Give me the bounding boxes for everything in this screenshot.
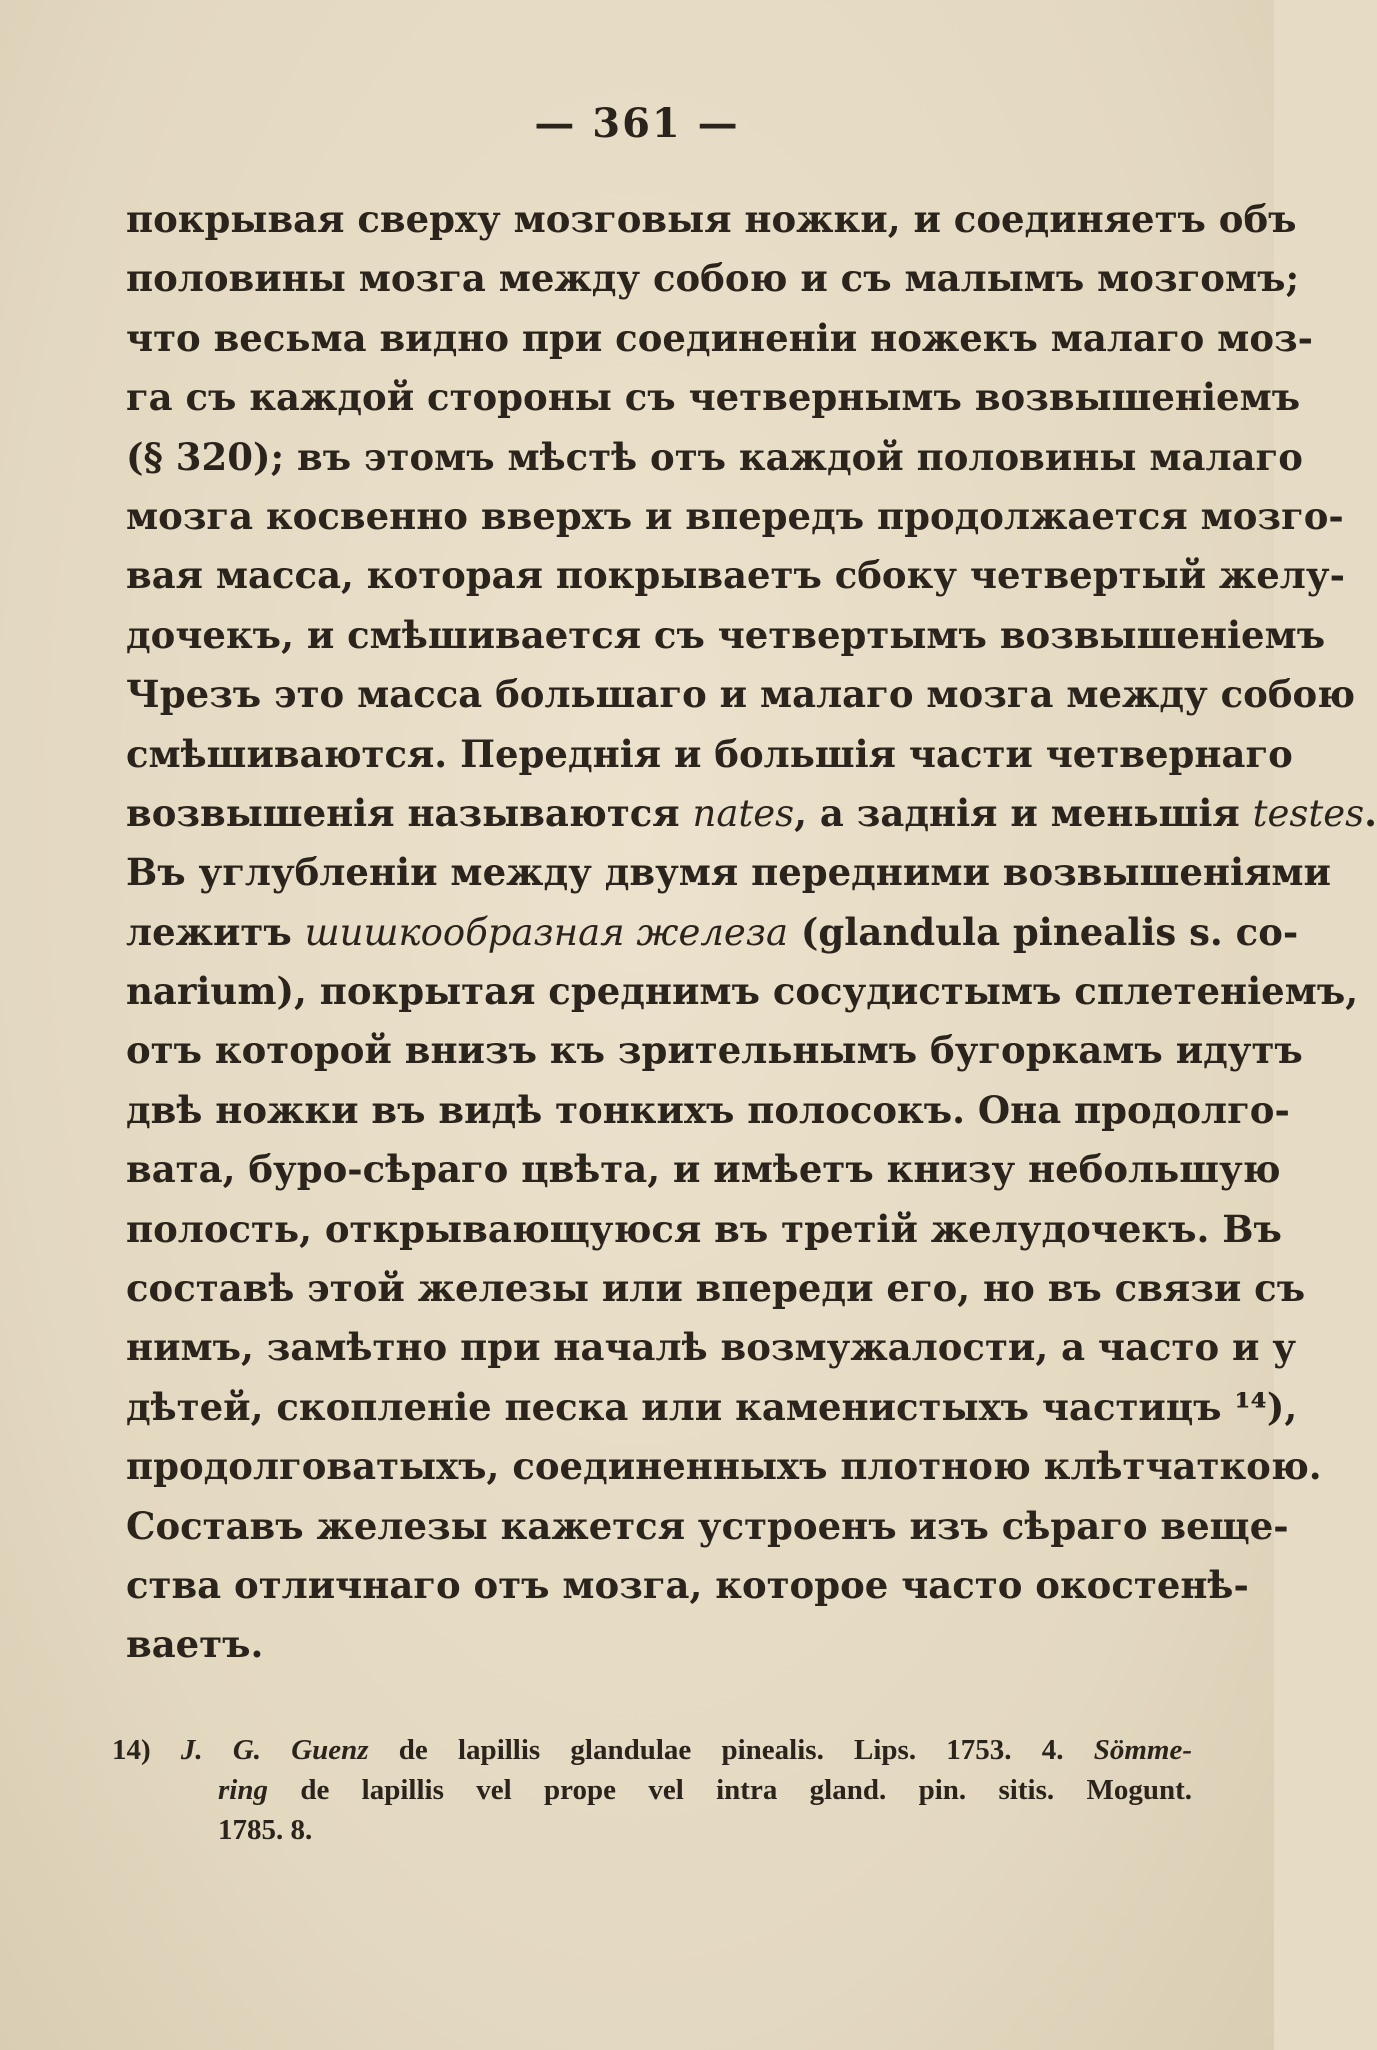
body-text: вая масса, которая покрываетъ сбоку четвертый желу- — [126, 553, 1345, 598]
body-text: га съ каждой стороны съ четвернымъ возвышеніемъ — [126, 375, 1301, 420]
body-line — [126, 1021, 1303, 1080]
footnote-text: 1785. 8. — [218, 1814, 313, 1846]
body-text: Въ углубленіи между двумя передними возвышеніями — [126, 850, 1331, 895]
footnote-text: de lapillis vel prope vel intra gland. pin. sitis. Mogunt. — [267, 1774, 1192, 1806]
footnote-line — [112, 1730, 1192, 1770]
body-text: дѣтей, скопленіе песка или каменистыхъ частицъ ¹⁴), — [126, 1384, 1298, 1429]
footnotes — [112, 1730, 1192, 1850]
footnote-italic-text: ring — [218, 1774, 268, 1806]
body-text: Составъ железы кажется устроенъ изъ сѣраго веще- — [126, 1503, 1289, 1548]
body-text: полость, открывающуюся въ третій желудочекъ. Въ — [126, 1206, 1282, 1251]
footnote-italic-text: Sömme- — [1093, 1734, 1192, 1766]
body-text: ства отличнаго отъ мозга, которое часто окостенѣ- — [126, 1562, 1249, 1607]
body-text: ваетъ. — [126, 1622, 264, 1667]
body-line — [126, 843, 1331, 902]
body-line — [126, 428, 1303, 487]
body-text: двѣ ножки въ видѣ тонкихъ полосокъ. Она продолго- — [126, 1087, 1290, 1132]
body-text: . — [1364, 790, 1377, 835]
body-text: Чрезъ это масса большаго и малаго мозга между собою — [126, 672, 1356, 717]
body-line — [126, 665, 1356, 724]
body-text: что весьма видно при соединеніи ножекъ малаго моз- — [126, 315, 1313, 360]
body-text: вата, буро-сѣраго цвѣта, и имѣетъ книзу небольшую — [126, 1147, 1281, 1192]
body-text: , а заднія и меньшія — [794, 790, 1253, 835]
body-line — [126, 368, 1301, 427]
body-line — [126, 546, 1345, 605]
body-line — [126, 1140, 1281, 1199]
body-text: продолговатыхъ, соединенныхъ плотною клѣтчаткою. — [126, 1444, 1322, 1489]
body-line — [126, 903, 1299, 962]
body-text: мозга косвенно вверхъ и впередъ продолжается мозго- — [126, 493, 1344, 538]
body-line — [126, 962, 1359, 1021]
body-line — [126, 1259, 1306, 1318]
footnote-line — [112, 1810, 1192, 1850]
body-text: составѣ этой железы или впереди его, но въ связи съ — [126, 1266, 1306, 1311]
body-text: покрывая сверху мозговыя ножки, и соединяетъ объ — [126, 197, 1297, 241]
body-line — [126, 1378, 1298, 1437]
body-line — [126, 309, 1313, 368]
body-line — [126, 606, 1326, 665]
footnote-text: de lapillis glandulae pinealis. Lips. 1753. 4. — [368, 1734, 1094, 1766]
body-text: смѣшиваются. Переднія и большія части четвернаго — [126, 731, 1293, 776]
footnote-text: 14) — [112, 1734, 181, 1766]
body-text: дочекъ, и смѣшивается съ четвертымъ возвышеніемъ — [126, 612, 1326, 657]
body-line — [126, 1556, 1249, 1615]
body-text: нимъ, замѣтно при началѣ возмужалости, а часто и у — [126, 1325, 1297, 1370]
body-line — [126, 190, 1297, 249]
body-line — [126, 1200, 1282, 1259]
footnote-italic-text: J. G. Guenz — [180, 1734, 369, 1766]
body-line — [126, 1081, 1290, 1140]
body-line — [126, 1437, 1322, 1496]
body-text: лежитъ — [126, 909, 305, 954]
body-text — [126, 190, 1377, 1675]
body-line — [126, 487, 1344, 546]
body-text: половины мозга между собою и съ малымъ мозгомъ; — [126, 256, 1300, 301]
body-text: отъ которой внизъ къ зрительнымъ бугоркамъ идутъ — [126, 1028, 1303, 1073]
body-text: narium), покрытая среднимъ сосудистымъ сплетеніемъ, — [126, 969, 1359, 1014]
body-text: (§ 320); въ этомъ мѣстѣ отъ каждой половины малаго — [126, 434, 1303, 479]
body-line — [126, 725, 1293, 784]
body-italic-text: шишкообразная железа — [304, 910, 789, 954]
body-line — [126, 784, 1377, 843]
page-number: — 361 — — [534, 100, 740, 147]
body-italic-text: nates — [692, 791, 795, 835]
body-line — [126, 1497, 1289, 1556]
body-line — [126, 1615, 1186, 1674]
body-italic-text: testes — [1252, 791, 1365, 835]
body-line — [126, 249, 1300, 308]
body-text: возвышенія называются — [126, 790, 693, 835]
footnote-line — [112, 1770, 1192, 1810]
body-text: (glandula pinealis s. co- — [788, 909, 1299, 954]
body-line — [126, 1318, 1297, 1377]
